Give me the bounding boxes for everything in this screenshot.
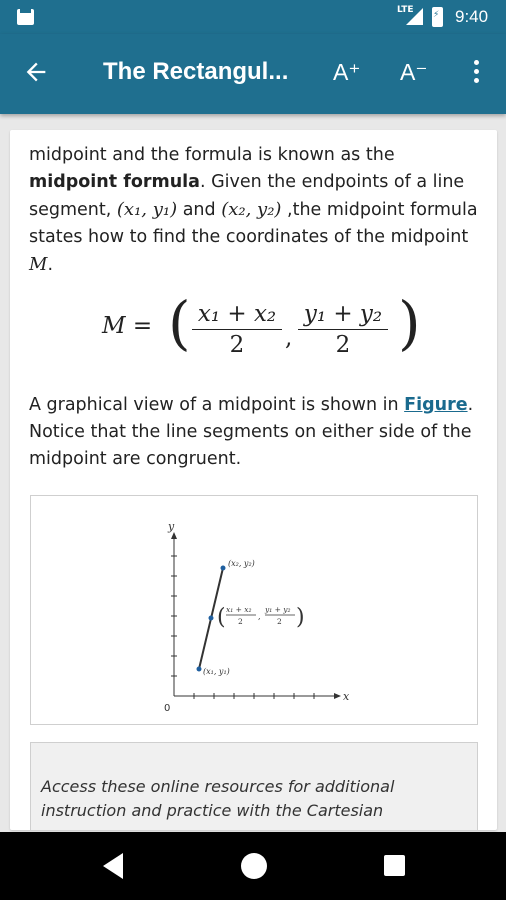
increase-font-button[interactable]: A⁺	[333, 59, 361, 85]
origin-label: 0	[164, 703, 171, 711]
mid-left-paren: (	[217, 605, 226, 630]
numerator-x: x₁ + x₂	[192, 299, 282, 330]
mid-num-x: x₁ + x₂	[226, 605, 252, 614]
signal-icon	[406, 8, 423, 25]
mid-den-x: 2	[238, 617, 243, 626]
midpoint-graph[interactable]	[93, 516, 423, 711]
midpoint-formula	[102, 289, 422, 365]
fraction-y	[298, 299, 388, 360]
endpoint-1	[197, 667, 202, 672]
mid-comma: ,	[258, 612, 261, 621]
text: .	[47, 255, 54, 275]
network-type: LTE	[397, 5, 414, 15]
status-bar	[0, 0, 506, 34]
paragraph-graphical-view	[29, 392, 479, 473]
x-axis-label: x	[343, 690, 350, 703]
battery-charging-icon	[432, 7, 443, 27]
text: A graphical view of a midpoint is shown in	[29, 395, 405, 415]
text: . Given the endpoints of a line segment,	[29, 172, 465, 220]
denominator-x: 2	[229, 332, 245, 358]
endpoint-2	[221, 566, 226, 571]
mid-right-paren: )	[296, 605, 305, 630]
more-vertical-icon[interactable]	[466, 56, 486, 90]
text: ,the midpoint formula states how to find the coordinates of the midpoint	[29, 200, 478, 247]
circle-home-icon[interactable]	[241, 853, 267, 879]
figure-link[interactable]: Figure	[404, 395, 468, 415]
decrease-font-button[interactable]: A⁻	[400, 59, 428, 85]
y-axis-arrow	[171, 532, 177, 539]
clock: 9:40	[455, 7, 489, 26]
midpoint-label	[217, 605, 305, 630]
sd-card-icon	[17, 9, 34, 25]
system-nav-bar	[0, 832, 506, 900]
paragraph-midpoint-intro	[29, 142, 479, 279]
right-paren: )	[398, 289, 421, 357]
numerator-y: y₁ + y₂	[298, 299, 388, 330]
text: and	[177, 200, 222, 220]
arrow-left-icon[interactable]	[22, 58, 56, 92]
mid-den-y: 2	[277, 617, 282, 626]
fraction-x	[192, 299, 282, 360]
content-card	[10, 130, 497, 830]
formula-lhs: M =	[102, 313, 153, 339]
triangle-back-icon[interactable]	[103, 853, 123, 879]
more-dot	[474, 78, 479, 83]
mid-num-y: y₁ + y₂	[265, 605, 291, 614]
text: . Notice that the line segments on either side of the midpoint are congruent.	[29, 395, 474, 469]
formula-comma: ,	[285, 325, 293, 351]
more-dot	[474, 69, 479, 74]
left-paren: (	[168, 289, 191, 357]
endpoint-1-label: (x₁, y₁)	[203, 667, 230, 676]
square-recent-icon[interactable]	[384, 855, 405, 876]
math-point-1: (x₁, y₁)	[116, 199, 178, 220]
endpoint-2-label: (x₂, y₂)	[228, 559, 255, 568]
midpoint-dot	[209, 616, 214, 621]
online-resources-text: Access these online resources for additional instruction and practice with the Cartesian	[41, 777, 395, 820]
bold-term: midpoint formula	[29, 172, 200, 192]
x-axis-arrow	[334, 693, 341, 699]
math-midpoint: M	[29, 254, 48, 275]
denominator-y: 2	[335, 332, 351, 358]
app-bar	[0, 34, 506, 114]
y-axis-label: y	[168, 520, 175, 533]
more-dot	[474, 60, 479, 65]
math-point-2: (x₂, y₂)	[221, 199, 282, 220]
figure-container	[30, 495, 478, 725]
back-arrow-svg	[22, 58, 50, 86]
page-title: The Rectangul...	[103, 58, 289, 85]
text: midpoint and the formula is known as the	[29, 145, 395, 165]
online-resources-box	[30, 742, 478, 830]
